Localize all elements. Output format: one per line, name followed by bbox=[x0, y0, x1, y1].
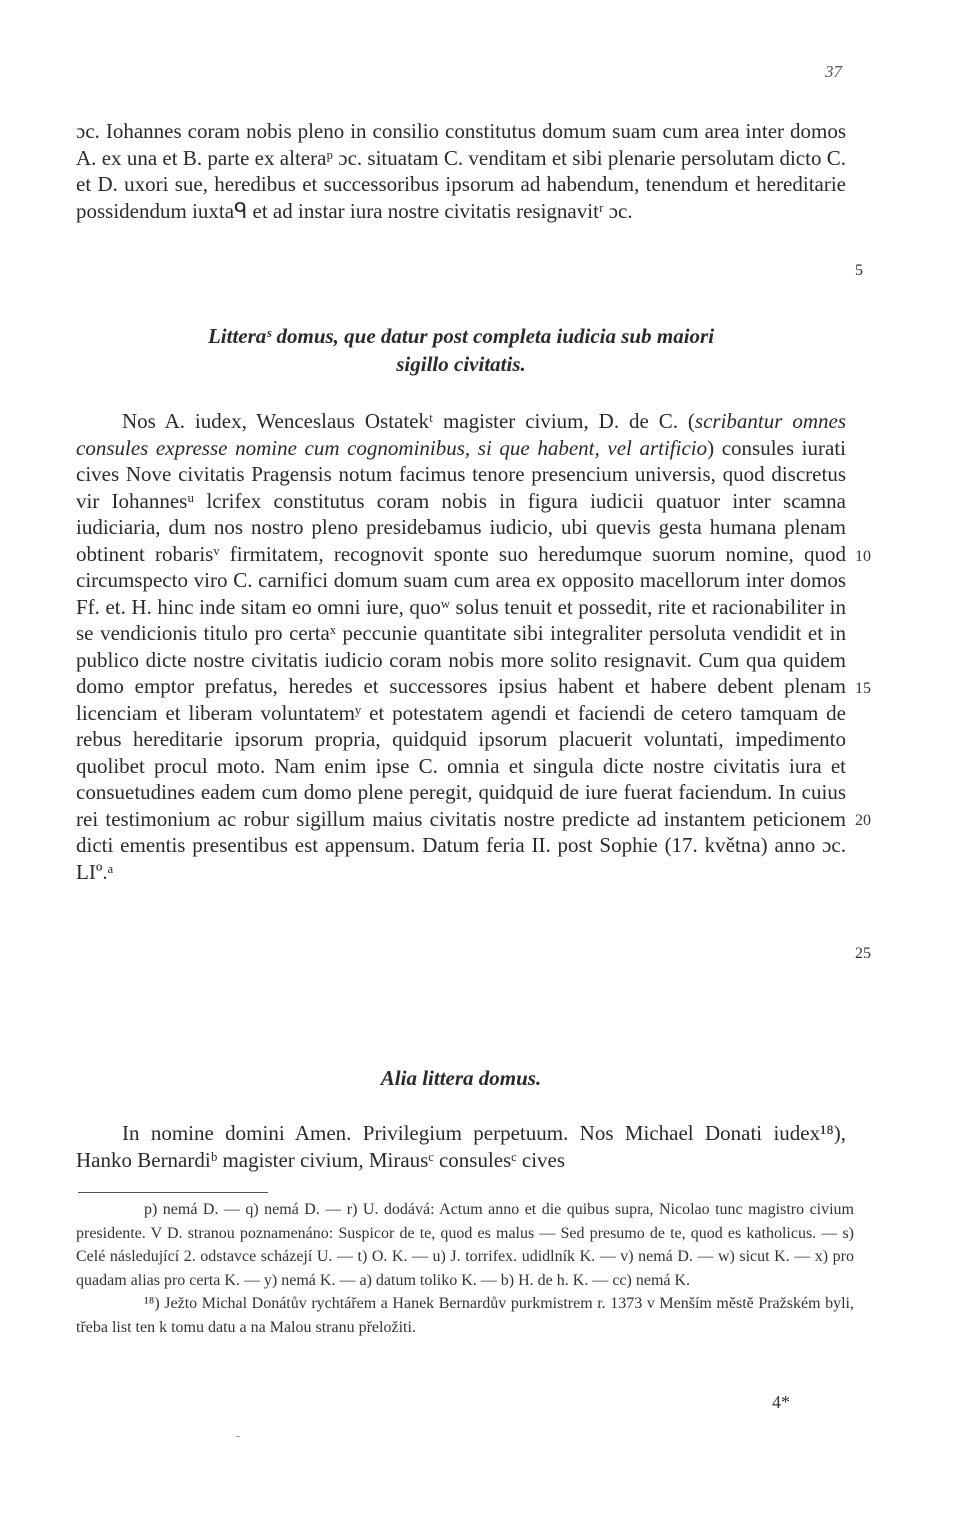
charter-paragraph bbox=[76, 408, 846, 885]
opening-paragraph bbox=[76, 118, 846, 224]
privilege-paragraph bbox=[76, 1120, 846, 1173]
page-number: 37 bbox=[825, 62, 842, 81]
footnotes bbox=[76, 1198, 854, 1339]
line-number: 15 bbox=[855, 680, 871, 697]
line-number: 10 bbox=[855, 548, 871, 565]
section-heading-litteras bbox=[96, 322, 826, 378]
footnote-18: ¹⁸) Ježto Michal Donátův rychtářem a Hanek Bernardův purkmistrem r. 1373 v Menším městě Pražském byli, třeba list ten k tomu datu a na Malou stranu přeložiti. bbox=[76, 1295, 854, 1336]
line-number: 20 bbox=[855, 812, 871, 829]
decorative-mark bbox=[236, 1436, 240, 1437]
section-heading-alia: Alia littera domus. bbox=[380, 1066, 542, 1090]
paragraph-opening: Nos A. iudex, Wenceslaus Ostatekᵗ magister civium, D. de C. ( bbox=[122, 409, 695, 433]
footnote-divider bbox=[78, 1192, 268, 1193]
paragraph-body: ) consules iurati cives Nove civitatis Pragensis notum facimus tenore presencium universis, quod discretus vir Iohannesᵘ lcrifex constitutus coram nobis in figura iudicii quatuor inter scamna iudiciaria, dum nos nostro pleno presidebamus iudicio, ubi quevis gesta humana plenam obtinent robarisᵛ firmitatem, recognovit sponte suo heredumque suorum nomine, quod circumspecto viro C. carnifici domum suam cum area ex opposito macellorum inter domos Ff. et. H. hinc inde sitam eo omni iure, quoʷ solus tenuit et possedit, rite et racionabiliter in se vendicionis titulo pro certaˣ peccunie quantitate sibi integraliter persoluta vendidit et in publico dicte nostre civitatis iudicio coram nobis more solito resignavit. Cum qua quidem domo emptor prefatus, heredes et successores ipsius habent et habere debent plenam licenciam et liberam voluntatemʸ et potestatem agendi et faciendi de cetero tamquam de rebus hereditarie ipsorum propria, quidquid ipsorum placuerit voluntati, impedimento quolibet procul moto. Nam enim ipse C. omnia et singula dicte nostre civitatis iura et consuetudines eadem cum domo plene peregit, quidquid de iure fuerat faciendum. In cuius rei testimonium ac robur sigillum maius civitatis nostre predicte ad instantem peticionem dicti ementis presentibus est appensum. Datum feria II. post Sophie (17. května) anno ɔc. LIº.ᵃ bbox=[76, 435, 846, 884]
paragraph-text: ɔc. Iohannes coram nobis pleno in consilio constitutus domum suam cum area inter domos A. ex una et B. parte ex alteraᵖ ɔc. situatam C. venditam et sibi plenarie persolutam dicto C. et D. uxori sue, heredibus et successoribus ipsorum ad habendum, tenendum et hereditarie possidendum iuxtaᑫ et ad instar iura nostre civitatis resignavitʳ ɔc. bbox=[76, 119, 846, 223]
heading-line-1: Litteraˢ domus, que datur post completa iudicia sub maiori bbox=[207, 324, 715, 348]
line-number: 5 bbox=[855, 262, 863, 279]
paragraph-text bbox=[76, 408, 846, 885]
paragraph-text: In nomine domini Amen. Privilegium perpetuum. Nos Michael Donati iudex¹⁸), Hanko Bernardiᵇ magister civium, Mirausᶜ consulesᶜ cives bbox=[76, 1121, 846, 1172]
line-number: 25 bbox=[855, 945, 871, 962]
heading-line-2: sigillo civitatis. bbox=[396, 352, 526, 376]
printer-signature: 4* bbox=[772, 1392, 790, 1412]
footnote-variants: p) nemá D. — q) nemá D. — r) U. dodává: Actum anno et die quibus supra, Nicolao tunc magistro civium presidente. V D. stranou poznamenáno: Suspicor de te, quod es malus — Sed presumo de te, quod es katholicus. — s) Celé následující 2. odstavce scházejí U. — t) O. K. — u) J. torrifex. udidlník K. — v) nemá D. — w) sicut K. — x) pro quadam alias pro certa K. — y) nemá K. — a) datum toliko K. — b) H. de h. K. — cc) nemá K. bbox=[76, 1201, 854, 1289]
italic-editorial-note: scribantur omnes consules expresse nomine cum cognominibus, si que habent, vel artificio bbox=[76, 409, 847, 460]
